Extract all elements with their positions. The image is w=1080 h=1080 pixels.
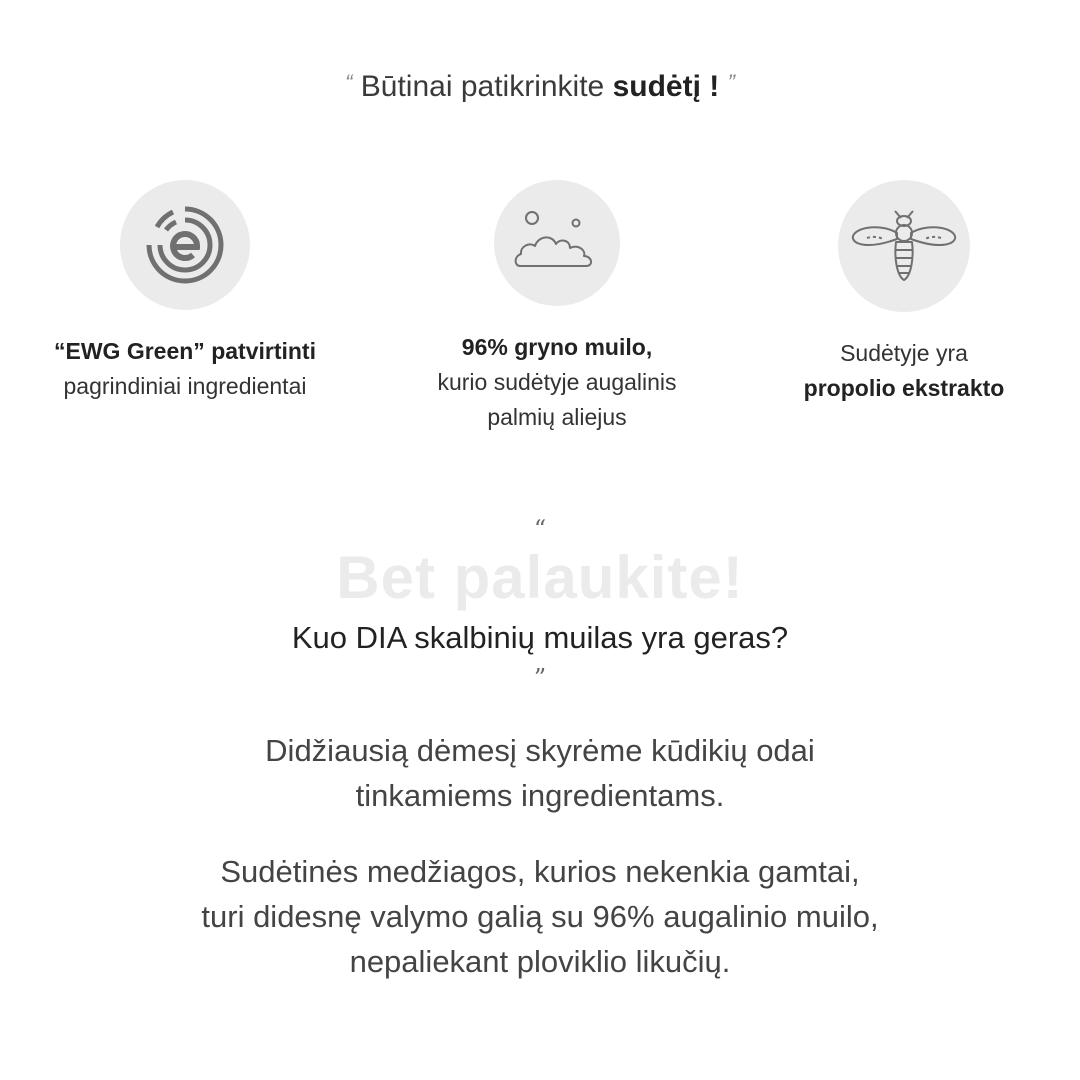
feature-list: [0, 180, 1080, 460]
feature-text: [387, 330, 727, 435]
paragraph-line: Didžiausią dėmesį skyrėme kūdikių odai: [265, 733, 815, 768]
paragraph-baby-skin: [0, 728, 1080, 818]
feature-line: Sudėtyje yra: [840, 340, 968, 366]
feature-bold-text: 96% gryno muilo,: [461, 334, 653, 360]
open-quote-mark: “: [345, 70, 353, 95]
paragraph-line: Sudėtinės medžiagos, kurios nekenkia gamtai,: [220, 854, 860, 889]
feature-soap: [387, 180, 727, 435]
section-close-quote: ”: [533, 664, 547, 692]
feature-bold-text: “EWG Green” patvirtinti: [54, 338, 316, 364]
section-title: Bet palaukite!: [336, 544, 744, 611]
section-subtitle: Kuo DIA skalbinių muilas yra geras?: [291, 620, 789, 655]
feature-text: [734, 336, 1074, 406]
headline: [0, 70, 1080, 104]
feature-propolis: [734, 180, 1074, 406]
paragraph-cleaning-power: [0, 849, 1080, 984]
soap-foam-icon: [512, 208, 602, 278]
feature-icon-circle: [494, 180, 620, 306]
headline-text: Būtinai patikrinkite: [360, 70, 613, 103]
paragraph-line: turi didesnę valymo galią su 96% augalinio muilo,: [201, 899, 879, 934]
feature-icon-circle: [838, 180, 970, 312]
section-open-quote: “: [533, 515, 547, 543]
feature-line: palmių aliejus: [487, 404, 627, 430]
feature-text: [15, 334, 355, 404]
headline-emphasis: sudėtį !: [612, 70, 720, 103]
feature-line: kurio sudėtyje augalinis: [437, 369, 677, 395]
close-quote-mark: ”: [727, 70, 735, 95]
feature-ewg: [15, 180, 355, 404]
paragraph-line: nepaliekant ploviklio likučių.: [349, 944, 731, 979]
feature-icon-circle: [120, 180, 250, 310]
paragraph-line: tinkamiems ingredientams.: [355, 778, 725, 813]
ewg-green-icon: [143, 203, 227, 287]
bee-icon: [849, 206, 959, 286]
feature-line: pagrindiniai ingredientai: [63, 373, 307, 399]
feature-bold-text: propolio ekstrakto: [803, 375, 1005, 401]
